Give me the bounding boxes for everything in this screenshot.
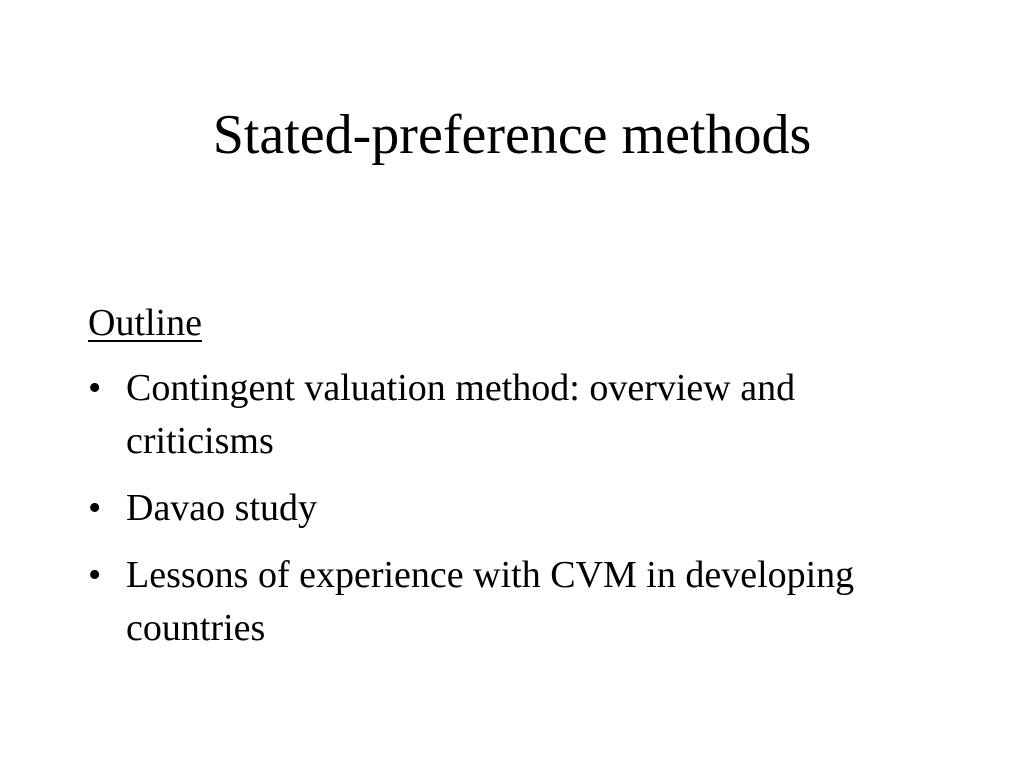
bullet-icon: • [88,554,102,596]
outline-heading: Outline [88,302,202,344]
bullet-icon: • [88,367,102,409]
bullet-text: Davao study [126,487,318,529]
bullet-text: Contingent valuation method: overview and criticisms [126,367,796,462]
bullet-text: Lessons of experience with CVM in developing countries [126,554,855,649]
bullet-icon: • [88,487,102,529]
slide-title: Stated-preference methods [212,104,812,166]
list-item [88,482,948,535]
bullet-list [88,362,948,669]
list-item [88,362,948,468]
list-item [88,549,948,655]
